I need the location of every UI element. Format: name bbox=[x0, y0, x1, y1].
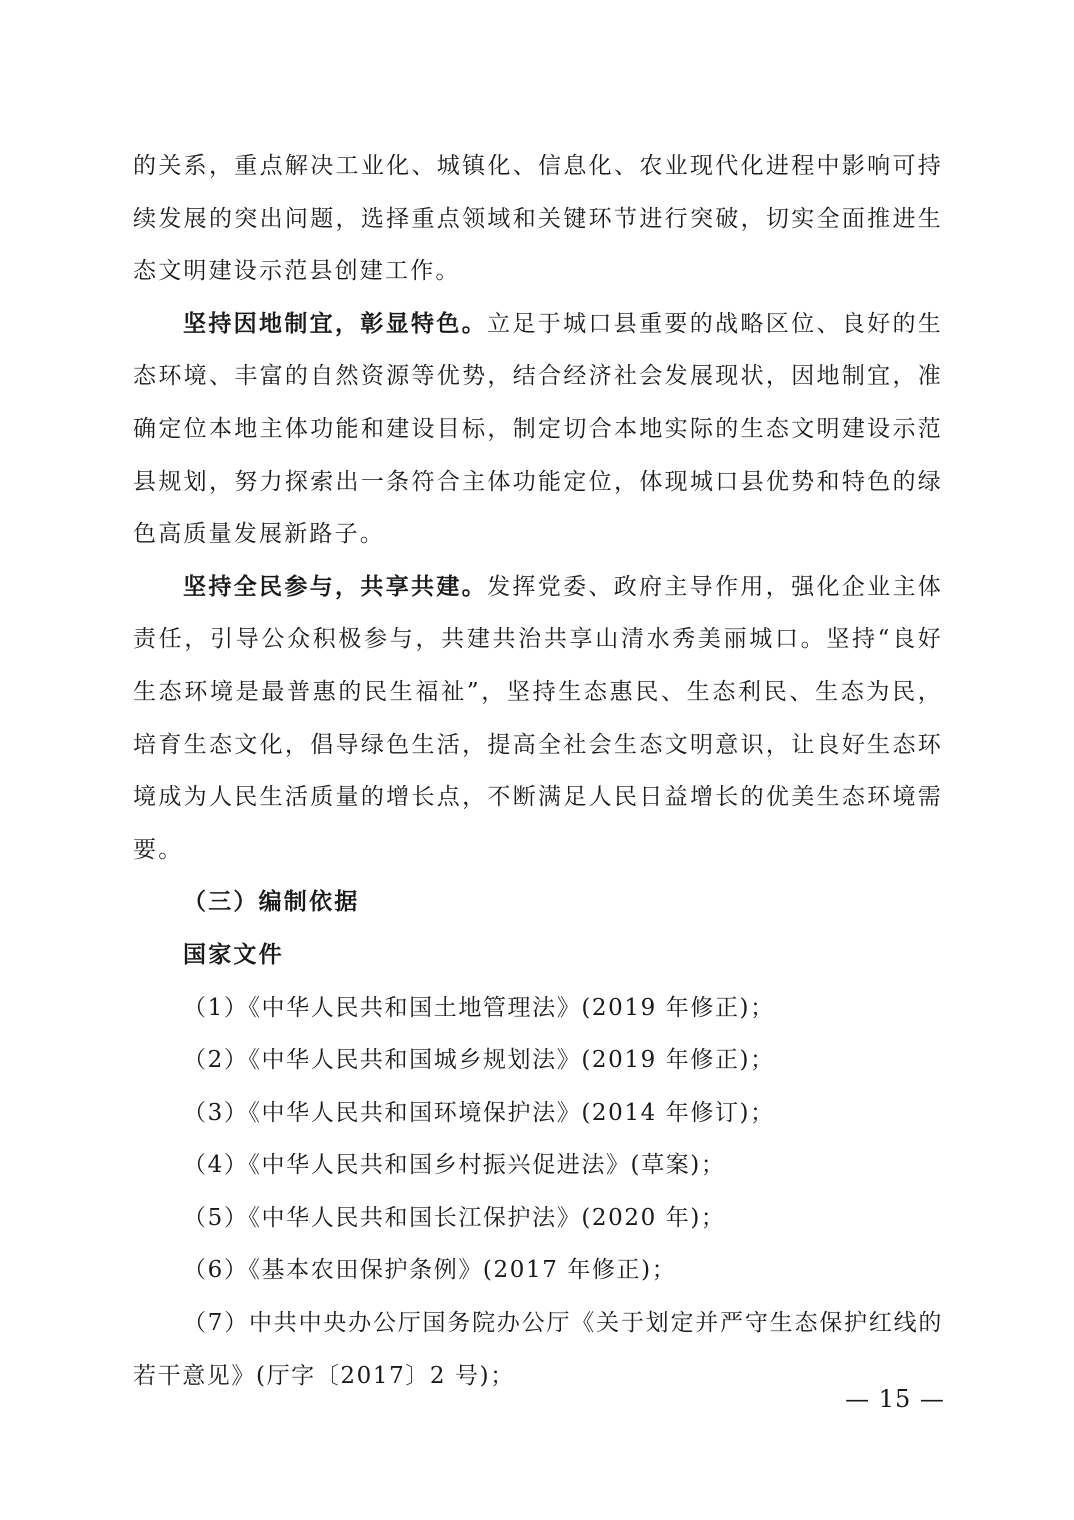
body-paragraph-3 bbox=[133, 561, 943, 877]
body-paragraph-1: 的关系，重点解决工业化、城镇化、信息化、农业现代化进程中影响可持续发展的突出问题，选择重点领域和关键环节进行突破，切实全面推进生态文明建设示范县创建工作。 bbox=[133, 153, 943, 285]
document-body bbox=[133, 140, 943, 1402]
body-paragraph-2 bbox=[133, 298, 943, 561]
reference-item-5: （5）《中华人民共和国长江保护法》(2020 年)； bbox=[183, 1204, 726, 1231]
reference-item-4: （4）《中华人民共和国乡村振兴促进法》(草案)； bbox=[183, 1152, 726, 1179]
section-heading: （三）编制依据 bbox=[183, 889, 360, 916]
sub-heading: 国家文件 bbox=[183, 941, 284, 968]
reference-item-6: （6）《基本农田保护条例》(2017 年修正)； bbox=[183, 1257, 677, 1284]
reference-item-2: （2）《中华人民共和国城乡规划法》(2019 年修正)； bbox=[183, 1047, 775, 1074]
reference-item-3: （3）《中华人民共和国环境保护法》(2014 年修订)； bbox=[183, 1099, 775, 1126]
reference-item-7: （7）中共中央办公厅国务院办公厅《关于划定并严守生态保护红线的若干意见》(厅字〔2017〕2 号)； bbox=[133, 1310, 943, 1389]
paragraph-3-body: 发挥党委、政府主导作用，强化企业主体责任，引导公众积极参与，共建共治共享山清水秀美丽城口。坚持“良好生态环境是最普惠的民生福祉”，坚持生态惠民、生态利民、生态为民，培育生态文化，倡导绿色生活，提高全社会生态文明意识，让良好生态环境成为人民生活质量的增长点，不断满足人民日益增长的优美生态环境需要。 bbox=[133, 573, 943, 863]
reference-item-1: （1）《中华人民共和国土地管理法》(2019 年修正)； bbox=[183, 994, 775, 1021]
paragraph-2-body: 立足于城口县重要的战略区位、良好的生态环境、丰富的自然资源等优势，结合经济社会发展现状，因地制宜，准确定位本地主体功能和建设目标，制定切合本地实际的生态文明建设示范县规划，努力探索出一条符合主体功能定位，体现城口县优势和特色的绿色高质量发展新路子。 bbox=[133, 310, 943, 548]
paragraph-3-lead: 坚持全民参与，共享共建。 bbox=[183, 573, 488, 600]
page-number: — 15 — bbox=[845, 1385, 945, 1413]
paragraph-2-lead: 坚持因地制宜，彰显特色。 bbox=[183, 310, 488, 337]
